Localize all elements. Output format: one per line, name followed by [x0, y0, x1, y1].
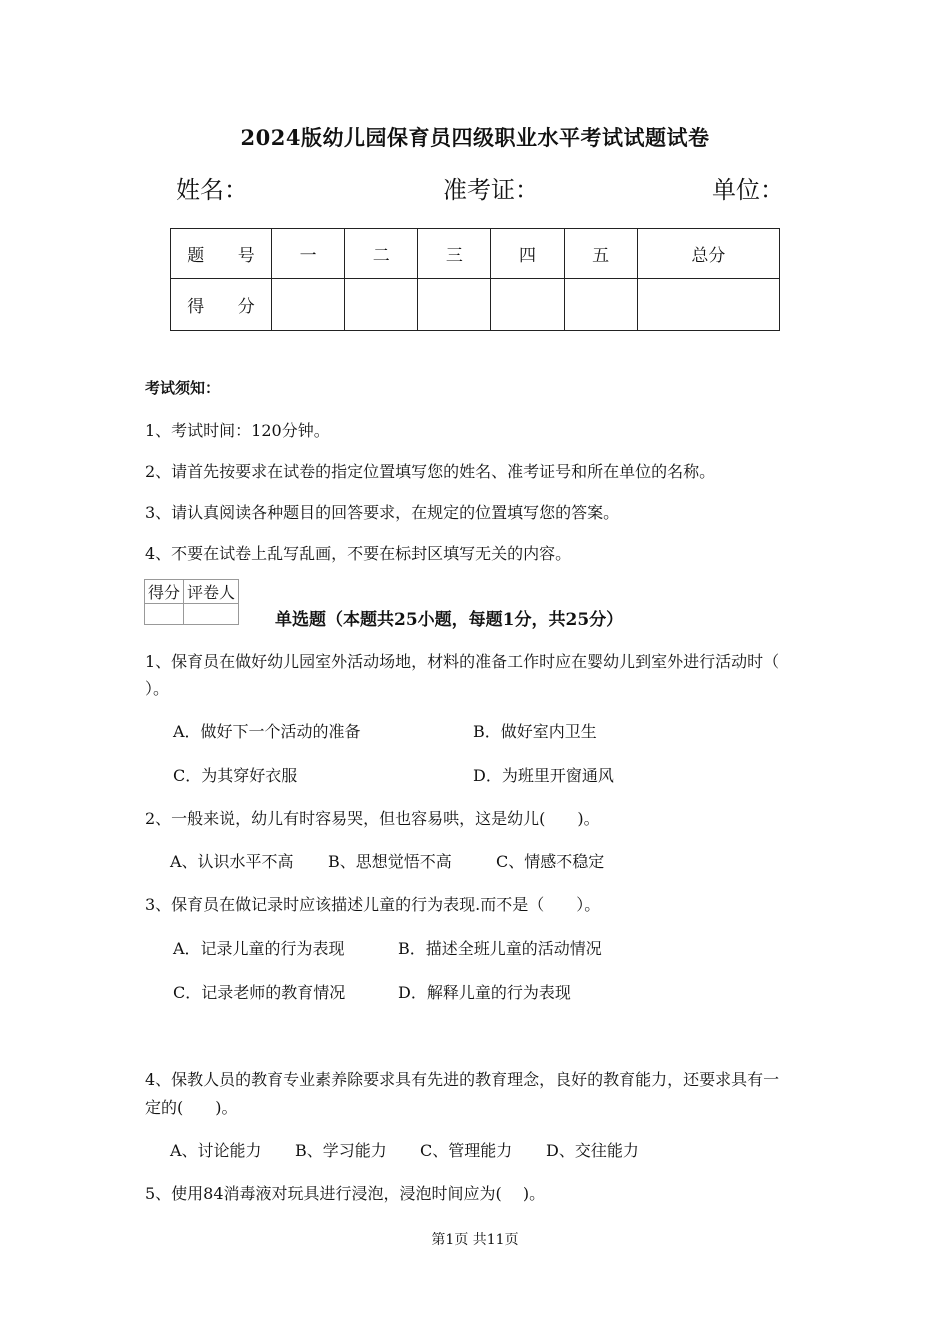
score-table-score-row	[171, 279, 780, 331]
notice-item: 2、请首先按要求在试卷的指定位置填写您的姓名、准考证号和所在单位的名称。	[145, 462, 716, 481]
score-table	[170, 228, 780, 331]
question-text: 5、使用84消毒液对玩具进行浸泡，浸泡时间应为( )。	[145, 1184, 546, 1203]
option-d[interactable]: D．解释儿童的行为表现	[398, 983, 571, 1002]
score-header: 得 分	[171, 279, 272, 331]
option-c[interactable]: C、情感不稳定	[496, 852, 605, 871]
option-b[interactable]: B、学习能力	[295, 1141, 387, 1160]
column-2: 二	[345, 229, 418, 279]
question-text: 1、保育员在做好幼儿园室外活动场地，材料的准备工作时应在婴幼儿到室外进行活动时（	[145, 652, 780, 671]
column-5: 五	[564, 229, 637, 279]
grader-score-label: 得分	[145, 580, 184, 604]
option-a[interactable]: A．记录儿童的行为表现	[173, 939, 345, 958]
question-text: 2、一般来说，幼儿有时容易哭，但也容易哄，这是幼儿( )。	[145, 809, 600, 828]
grader-name-cell[interactable]	[184, 604, 239, 625]
option-a[interactable]: A、讨论能力	[170, 1141, 262, 1160]
option-a[interactable]: A．做好下一个活动的准备	[173, 722, 361, 741]
score-cell[interactable]	[564, 279, 637, 331]
option-b[interactable]: B、思想觉悟不高	[328, 852, 452, 871]
grader-score-cell[interactable]	[145, 604, 184, 625]
notice-item: 1、考试时间：120分钟。	[145, 421, 330, 440]
score-cell[interactable]	[418, 279, 491, 331]
question-text: 4、保教人员的教育专业素养除要求具有先进的教育理念，良好的教育能力，还要求具有一	[145, 1070, 780, 1089]
option-b[interactable]: B．描述全班儿童的活动情况	[398, 939, 602, 958]
option-c[interactable]: C．为其穿好衣服	[173, 766, 298, 785]
option-a[interactable]: A、认识水平不高	[170, 852, 294, 871]
question-text: 3、保育员在做记录时应该描述儿童的行为表现.而不是（ ）。	[145, 895, 601, 914]
column-total: 总分	[637, 229, 779, 279]
question-number-header: 题 号	[171, 229, 272, 279]
notice-item: 3、请认真阅读各种题目的回答要求，在规定的位置填写您的答案。	[145, 503, 620, 522]
notice-item: 4、不要在试卷上乱写乱画，不要在标封区填写无关的内容。	[145, 544, 572, 563]
column-3: 三	[418, 229, 491, 279]
option-c[interactable]: C．记录老师的教育情况	[173, 983, 346, 1002]
question-text-continued: ）。	[145, 679, 170, 698]
score-cell[interactable]	[345, 279, 418, 331]
page-footer: 第1页 共11页	[431, 1232, 519, 1248]
option-b[interactable]: B．做好室内卫生	[473, 722, 597, 741]
exam-id-label: 准考证：	[443, 176, 539, 204]
grader-box	[144, 579, 239, 625]
option-d[interactable]: D、交往能力	[546, 1141, 639, 1160]
question-text-continued: 定的( )。	[145, 1098, 238, 1117]
score-cell[interactable]	[491, 279, 564, 331]
column-4: 四	[491, 229, 564, 279]
score-cell[interactable]	[637, 279, 779, 331]
option-c[interactable]: C、管理能力	[420, 1141, 513, 1160]
name-label: 姓名：	[176, 176, 248, 204]
exam-title: 2024版幼儿园保育员四级职业水平考试试题试卷	[240, 125, 710, 150]
section-title: 单选题（本题共25小题，每题1分，共25分）	[275, 610, 624, 630]
score-table-header-row	[171, 229, 780, 279]
notice-heading: 考试须知：	[145, 379, 221, 397]
score-cell[interactable]	[272, 279, 345, 331]
column-1: 一	[272, 229, 345, 279]
grader-name-label: 评卷人	[184, 580, 239, 604]
option-d[interactable]: D．为班里开窗通风	[473, 766, 614, 785]
unit-label: 单位：	[712, 176, 784, 204]
